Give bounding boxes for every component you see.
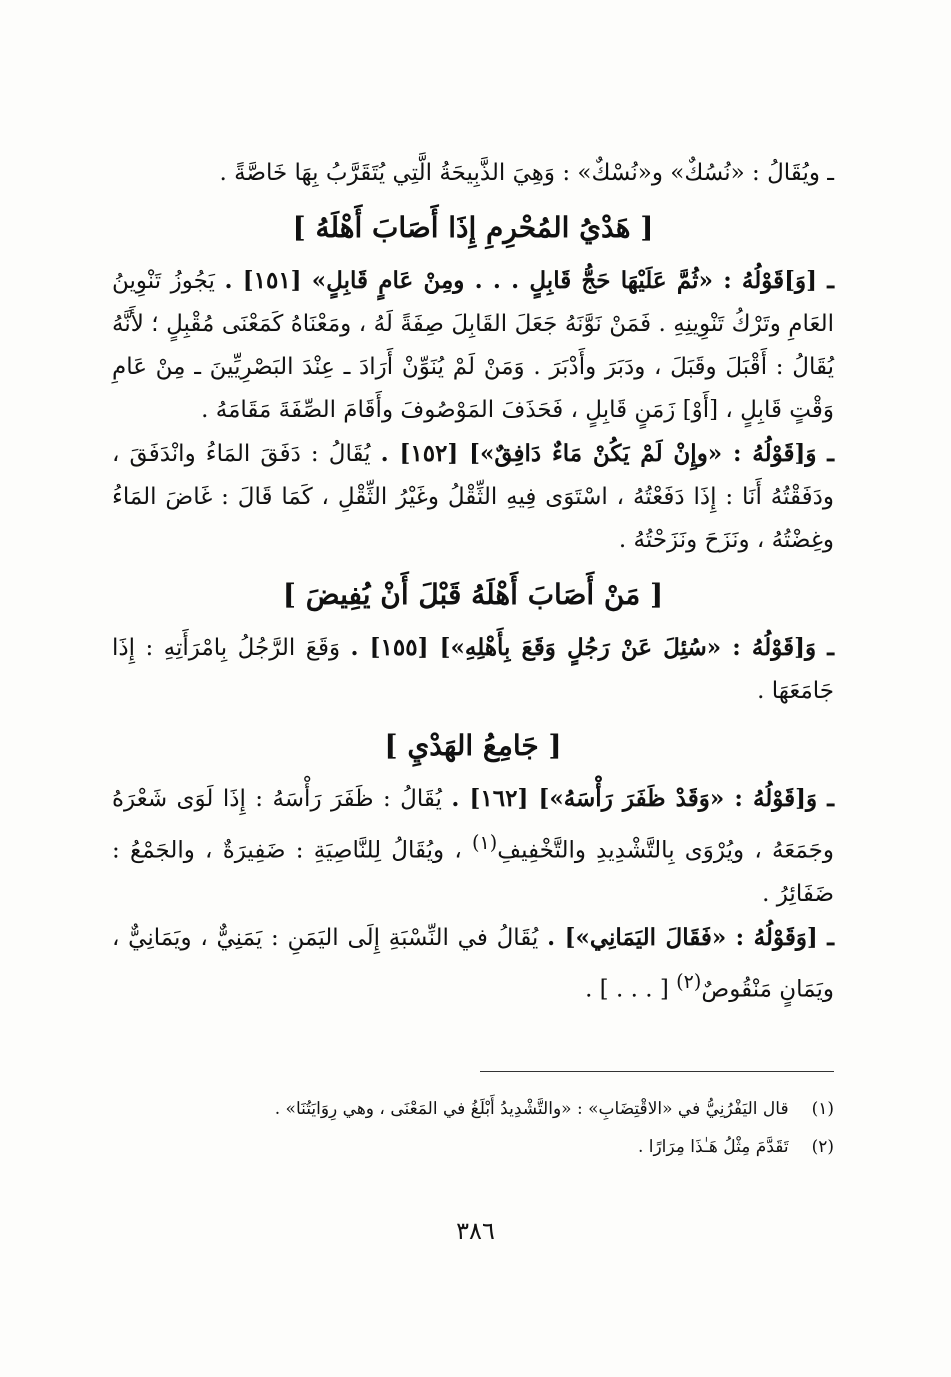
footnote-text: قال اليَفْرُنِيُّ في «الاقْتِضَابِ» : «والتَّشْدِيدُ أَبْلَغُ في المَعْنَى ، وهي رِوَايَتُنَا» . <box>274 1099 789 1119</box>
paragraph-qabil <box>112 259 834 432</box>
paragraph-waqaa <box>112 626 834 713</box>
section-heading-3: [ جَامِعُ الهَدْيِ ] <box>384 729 562 762</box>
footnote-divider <box>480 1071 834 1072</box>
paragraph-text: يُقَالُ في النِّسْبَةِ إِلَى اليَمَنِ : يَمَنِيٌّ ، ويَمَانِيٌّ ، ويَمَانٍ مَنْقُوصٌ <box>112 924 834 1003</box>
section-heading-2: [ مَنْ أَصَابَ أَهْلَهُ قَبْلَ أَنْ يُفِيضَ ] <box>282 578 664 611</box>
footnote-text: تَقَدَّمَ مِثْلُ هَـٰذَا مِرَارًا . <box>637 1137 789 1157</box>
paragraph-text: وَقَعَ الرَّجُلُ بِامْرَأَتِهِ : إِذَا جَامَعَهَا . <box>112 635 834 704</box>
page-number: ٣٨٦ <box>456 1217 495 1245</box>
paragraph-nusuk: ـ ويُقَالُ : «نُسُكٌ» و«نُسْكٌ» : وَهِيَ الذَّبِيحَةُ الَّتِي يُتَقَرَّبُ بِهَا خَاصَّةً . <box>219 160 834 186</box>
main-text <box>112 152 834 1011</box>
footnote-item <box>112 1128 834 1166</box>
paragraph-yamani <box>112 916 834 1012</box>
quote-lead: ـ وَ[قَوْلُهُ : «سُئِلَ عَنْ رَجُلٍ وَقَعَ بِأَهْلِهِ»] [١٥٥] . <box>350 634 834 661</box>
paragraph-text: يُقَالُ : ظَفَرَ رَأْسَهُ : إِذَا لَوَى شَعْرَهُ وجَمَعَهُ ، ويُرْوَى بِالتَّشْدِيدِ والتَّخْفِيفِ <box>112 786 835 864</box>
footnote-number: (١) <box>811 1099 834 1119</box>
quote-lead: ـ [وَقَوْلُهُ : «فَقَالَ اليَمَانِي»] . <box>547 923 834 951</box>
footnotes <box>112 1090 834 1166</box>
paragraph-text: يَجُوزُ تَنْوِينُ العَامِ وتَرْكُ تَنْوِينِهِ . فَمَنْ نَوَّنَهُ جَعَلَ القَابِلَ صِفَةً لَهُ ، ومَعْنَاهُ كَمَعْنَى مُقْبِلٍ ؛ لأَنَّهُ يُقَالُ : أَقْبَلَ وقَبَلَ ، ودَبَرَ وأَدْبَرَ . وَمَنْ لَمْ يُنَوِّنْ أَرَادَ ـ عِنْدَ البَصْرِيِّينَ ـ مِنْ عَامِ وَقْتٍ قَابِلٍ ، [أَوْ] زَمَنٍ قَابِلٍ ، فَحَذَفَ المَوْصُوفَ وأَقَامَ الصِّفَةَ مَقَامَهُ . <box>112 268 834 423</box>
quote-lead: ـ [وَ]قَوْلُهُ : «ثُمَّ عَلَيْهَا حَجُّ قَابِلٍ . . . ومِنْ عَامٍ قَابِلٍ» [١٥١] . <box>224 267 834 294</box>
quote-lead: ـ وَ[قَوْلُهُ : «وإِنْ لَمْ يَكُنْ مَاءٌ دَافِقٌ»] [١٥٢] . <box>380 440 835 467</box>
paragraph-text: يُقَالُ : دَفَقَ المَاءُ وانْدَفَقَ ، ودَفَقْتُهُ أَنَا : إِذَا دَفَعْتُهُ ، اسْتَوَى فِيهِ الثِّقْلُ وغَيْرُ الثِّقْلِ ، كَمَا قَالَ : غَاضَ المَاءُ وغِضْتُهُ ، ونَزَحَ ونَزَحْتُهُ . <box>112 441 834 553</box>
paragraph-text: [ . . . ] . <box>585 976 669 1003</box>
section-heading-1: [ هَدْيُ المُحْرِمِ إِذَا أَصَابَ أَهْلَهُ ] <box>292 211 654 244</box>
footnote-number: (٢) <box>811 1137 834 1157</box>
paragraph-zafar <box>112 777 834 916</box>
footnote-ref[interactable]: (١) <box>472 831 498 854</box>
footnote-item <box>112 1090 834 1128</box>
quote-lead: ـ وَ[قَوْلُهُ : «وَقَدْ ظَفَرَ رَأْسَهُ»] [١٦٢] . <box>451 785 834 812</box>
paragraph-text: ، ويُقَالُ لِلنَّاصِيَةِ : ضَفِيرَةٌ ، والجَمْعُ : ضَفَائِرُ . <box>112 837 834 907</box>
paragraph-dafiq <box>112 432 834 562</box>
footnote-ref[interactable]: (٢) <box>676 969 702 993</box>
